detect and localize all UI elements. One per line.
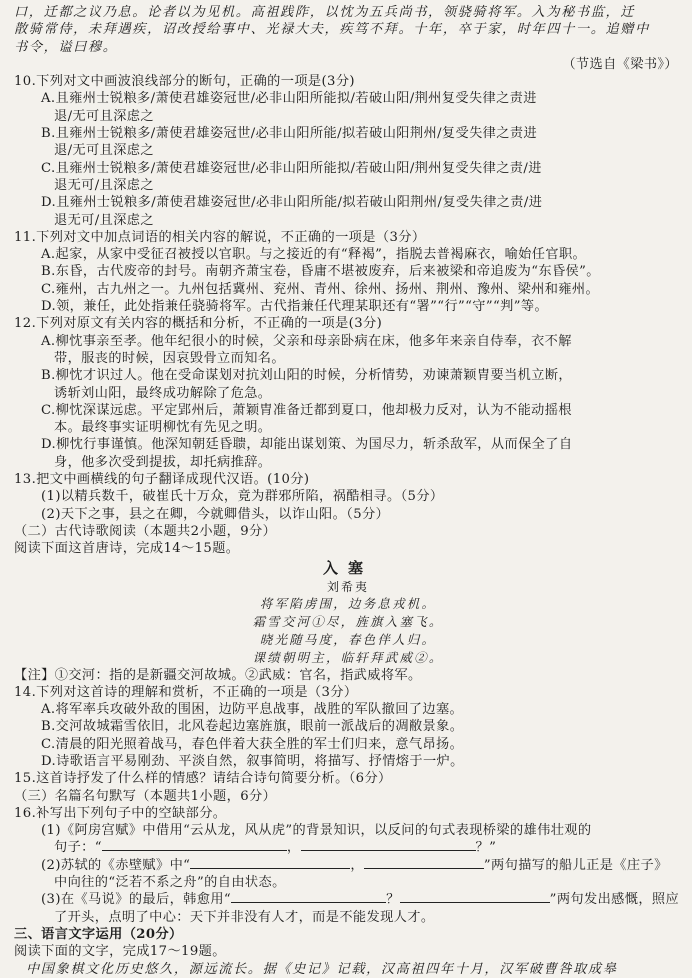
q10-option: C.且雍州士锐粮多/萧使君雄姿冠世/必非山阳所能拟/若破山阳/荆州复受失律之责/进: [41, 160, 542, 176]
q10-option-cont: 退/无可且深虑之: [54, 143, 154, 159]
q12-option-cont: 诱斩刘山阳，最终成功解除了危急。: [54, 385, 272, 401]
q10-option-cont: 退/无可且深虑之: [54, 108, 154, 124]
q14-option: D.诗歌语言平易刚劲、平淡自然，叙事简明，将描写、抒情熔于一炉。: [41, 753, 464, 769]
q12-option: C.柳忱深谋远虑。平定郢州后，萧颖胄准备迁都到夏口，他却极力反对，认为不能动摇根: [41, 402, 572, 418]
q10-option: D.且雍州士锐粮多/萧使君雄姿冠世/必非山阳所能/拟若破山阳荆州/复受失律之责/进: [41, 195, 543, 211]
q11-option: D.领，兼任，此处指兼任骁骑将军。古代指兼任代理某职还有“署”“行”“守”“判”等。: [41, 299, 549, 315]
q13-stem: 13.把文中画横线的句子翻译成现代汉语。(10分): [14, 472, 310, 488]
q16-item1-line: [14, 839, 682, 856]
poem-note: 【注】①交河：指的是新疆交河故城。②武威：官名，指武威将军。: [14, 667, 422, 683]
poem-title: 入塞: [322, 558, 373, 577]
q14-option: B.交河故城霜雪依旧，北风卷起边塞旌旗，眼前一派战后的凋敝景象。: [41, 719, 464, 735]
answer-blank[interactable]: [364, 857, 484, 869]
q16-text: ”两句发出感慨，照应: [549, 892, 680, 908]
poem-line: 霜雪交河①尽，旌旗入塞飞。: [252, 613, 444, 629]
q12-option: B.柳忱才识过人。他在受命谋划对抗刘山阳的时候，分析情势，劝谏萧颖胄要当机立断，: [41, 368, 573, 384]
section-language-intro: 阅读下面的文字，完成17～19题。: [14, 944, 226, 960]
answer-blank[interactable]: [301, 839, 476, 851]
q12-option: D.柳忱行事谨慎。他深知朝廷昏聩，却能出谋划策、为国尽力，斩杀敌军，从而保全了自: [41, 437, 573, 453]
q14-option: A.将军率兵攻破外敌的围困，边防平息战事，战胜的军队撤回了边塞。: [41, 702, 464, 718]
poem-line: 将军陷虏围，边务息戎机。: [259, 595, 437, 611]
q11-stem: 11.下列对文中加点词语的相关内容的解说，不正确的一项是（3分）: [14, 229, 426, 245]
poem-author: 刘希夷: [326, 579, 369, 594]
q12-stem: 12.下列对原文有关内容的概括和分析，不正确的一项是(3分): [14, 316, 383, 332]
section-language-text: 中国象棋文化历史悠久，源远流长。据《史记》记载，汉高祖四年十月，汉军破曹咎取成皋: [26, 961, 618, 977]
exam-page: [14, 4, 682, 978]
q16-stem: 16.补写出下列句子中的空缺部分。: [14, 805, 227, 821]
q14-option: C.清晨的阳光照着战马，春色伴着大获全胜的军士们归来，意气昂扬。: [41, 736, 464, 752]
q10-option: A.且雍州士锐粮多/萧使君雄姿冠世/必非山阳所能拟/若破山阳/荆州复受失律之责进: [41, 91, 537, 107]
answer-blank[interactable]: [400, 891, 550, 903]
answer-blank[interactable]: [190, 857, 350, 869]
q10-option: B.且雍州士锐粮多/萧使君雄姿冠世/必非山阳所能/拟若破山阳荆州/复受失律之责进: [41, 126, 538, 142]
passage-line: 散骑常侍，未拜遇疾，诏改授给事中、光禄大夫，疾笃不拜。十年，卒于家，时年四十一。追赠中: [14, 22, 650, 38]
q16-text: ，: [286, 840, 301, 856]
q16-item3-line: [14, 891, 682, 908]
poem-line: 晓光随马度，春色伴人归。: [259, 631, 437, 647]
q16-text: (2)苏轼的《赤壁赋》中“: [41, 857, 191, 873]
q16-item2-cont: 中向往的“泛若不系之舟”的自由状态。: [54, 875, 286, 891]
q11-option: A.起家，从家中受征召被授以官职。与之接近的有“释褐”，指脱去普褐麻衣，喻始任官职。: [41, 247, 587, 263]
answer-blank[interactable]: [102, 839, 287, 851]
section-mingju-heading: （三）名篇名句默写（本题共1小题，6分）: [14, 788, 277, 804]
q14-stem: 14.下列对这首诗的理解和赏析，不正确的一项是（3分）: [14, 684, 358, 700]
q16-item3-cont: 了开头，点明了中心：天下并非没有人才，而是不能发现人才。: [54, 909, 435, 925]
q16-text: ？”: [475, 840, 497, 856]
q12-option: A.柳忱事亲至孝。他年纪很小的时候，父亲和母亲卧病在床，他多年来亲自侍奉，衣不解: [41, 333, 572, 349]
section-language-heading: 三、语言文字运用（20分）: [14, 926, 183, 942]
q16-item1-prompt: (1)《阿房宫赋》中借用“云从龙，风从虎”的背景知识，以反问的句式表现桥梁的雄伟壮观的: [41, 823, 592, 839]
q16-text: ”两句描写的船儿正是《庄子》: [483, 857, 668, 873]
section-poetry-heading: （二）古代诗歌阅读（本题共2小题，9分）: [14, 523, 277, 539]
q10-stem: 10.下列对文中画波浪线部分的断句，正确的一项是(3分): [14, 74, 355, 90]
q12-option-cont: 身，他多次受到提拔，却托病推辞。: [54, 454, 272, 470]
passage-line: 口，迁都之议乃息。论者以为见机。高祖践阼，以忱为五兵尚书，领骁骑将军。入为秘书监，迁: [14, 5, 636, 20]
q16-text: ？: [386, 892, 400, 908]
q12-option-cont: 本。最终事实证明柳忱有先见之明。: [54, 420, 272, 436]
q13-item: (2)天下之事，县之在卿，今就卿借头，以诈山阳。（5分）: [41, 506, 390, 522]
q16-text: (3)在《马说》的最后，韩愈用“: [41, 892, 232, 908]
q10-option-cont: 退无可/且深虑之: [54, 212, 154, 228]
passage-line: 书令，谥曰穆。: [14, 39, 118, 55]
answer-blank[interactable]: [231, 891, 386, 903]
passage-source: （节选自《梁书》）: [562, 56, 678, 72]
section-poetry-intro: 阅读下面这首唐诗，完成14～15题。: [14, 541, 240, 557]
q13-item: (1)以精兵数千，破崔氏十万众，竟为群邪所陷，祸酷相寻。（5分）: [41, 489, 444, 505]
q10-option-cont: 退无可/且深虑之: [54, 177, 154, 193]
poem-line: 课绩朝明主，临轩拜武威②。: [252, 649, 444, 665]
q11-option: B.东昏，古代废帝的封号。南朝齐萧宝卷，昏庸不堪被废弃，后来被梁和帝追废为“东昏侯”。: [41, 264, 600, 280]
q16-text: 句子：“: [54, 840, 102, 856]
q16-text: ，: [350, 857, 364, 873]
q11-option: C.雍州，古九州之一。九州包括冀州、兖州、青州、徐州、扬州、荆州、豫州、梁州和雍州。: [41, 281, 600, 297]
q12-option-cont: 带，服丧的时候，因哀毁骨立而知名。: [54, 350, 285, 366]
q16-item2-line: [14, 857, 682, 874]
q15-stem: 15.这首诗抒发了什么样的情感？请结合诗句简要分析。（6分）: [14, 771, 392, 787]
